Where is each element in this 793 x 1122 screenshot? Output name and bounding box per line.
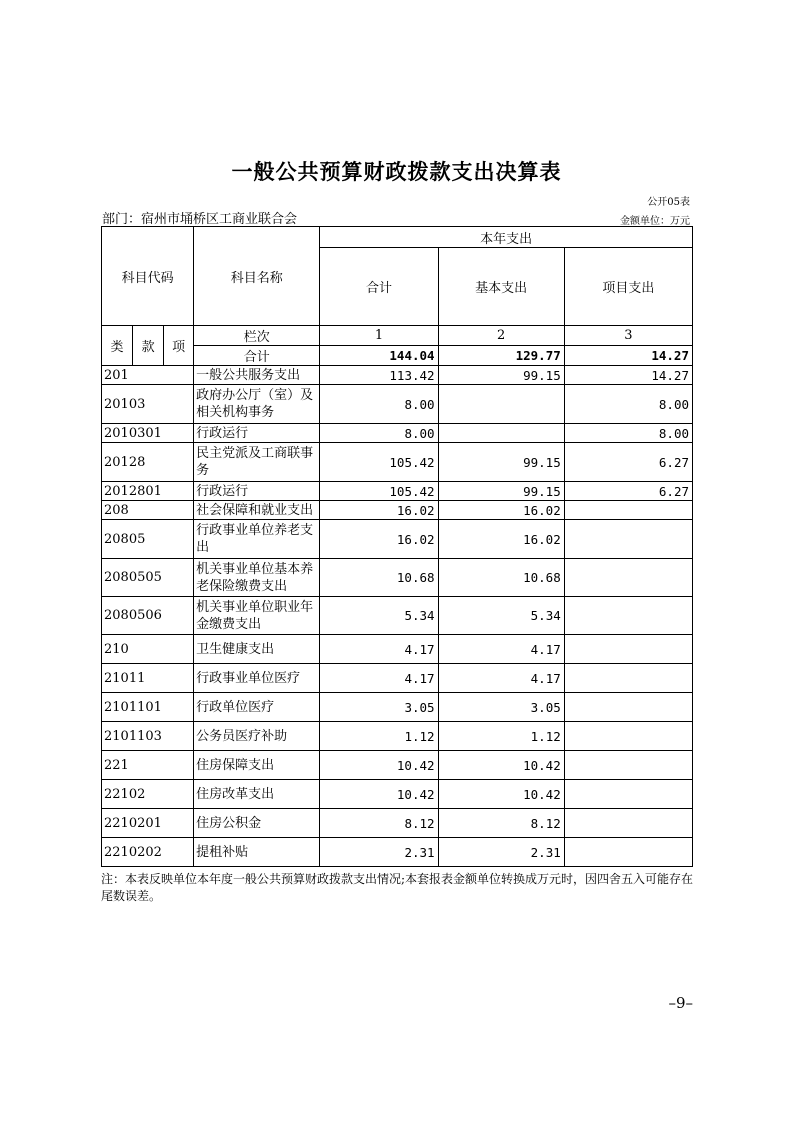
row-basic: 16.02 [438,520,564,559]
row-project: 8.00 [564,424,692,443]
row-project [564,664,692,693]
header-col2: 2 [438,326,564,346]
table-row [102,597,693,635]
row-project [564,780,692,809]
table-row [102,809,693,838]
table-row [102,559,693,597]
row-total: 10.42 [320,751,438,780]
total-row-label: 合计 [194,346,320,366]
table-row [102,838,693,867]
table-row [102,751,693,780]
row-project [564,520,692,559]
row-project [564,635,692,664]
row-total: 5.34 [320,597,438,635]
table-row [102,501,693,520]
form-number: 公开05表 [647,197,690,208]
table-row [102,424,693,443]
row-name: 住房公积金 [194,809,320,838]
row-code: 20128 [102,443,194,482]
header-code: 科目代码 [102,227,194,326]
table-row [102,780,693,809]
row-project: 6.27 [564,443,692,482]
document-title: 一般公共预算财政拨款支出决算表 [231,160,562,184]
row-code: 2012801 [102,482,194,501]
row-name: 行政单位医疗 [194,693,320,722]
row-code: 2210202 [102,838,194,867]
table-row [102,635,693,664]
row-basic: 99.15 [438,366,564,385]
table-row [102,693,693,722]
row-code: 22102 [102,780,194,809]
row-basic: 8.12 [438,809,564,838]
row-name: 机关事业单位职业年金缴费支出 [194,597,320,635]
footnote: 注：本表反映单位本年度一般公共预算财政拨款支出情况;本套报表金额单位转换成万元时，因四舍五入可能存在尾数误差。 [101,872,694,903]
header-col3: 3 [564,326,692,346]
table-row [102,722,693,751]
table-row [102,366,693,385]
row-code: 2210201 [102,809,194,838]
row-project [564,722,692,751]
row-name: 机关事业单位基本养老保险缴费支出 [194,559,320,597]
row-total: 105.42 [320,482,438,501]
unit-label: 金额单位：万元 [620,216,690,227]
row-basic: 16.02 [438,501,564,520]
row-code: 2080505 [102,559,194,597]
row-basic: 10.42 [438,751,564,780]
header-project: 项目支出 [564,248,692,326]
row-project: 8.00 [564,385,692,424]
row-total: 8.00 [320,424,438,443]
row-project [564,501,692,520]
row-total: 113.42 [320,366,438,385]
row-code: 2101103 [102,722,194,751]
row-basic: 99.15 [438,482,564,501]
row-code: 20103 [102,385,194,424]
row-total: 4.17 [320,635,438,664]
header-lei: 类 [102,326,133,366]
row-name: 行政运行 [194,424,320,443]
row-basic: 2.31 [438,838,564,867]
row-name: 行政运行 [194,482,320,501]
row-project [564,559,692,597]
row-total: 8.00 [320,385,438,424]
row-total: 8.12 [320,809,438,838]
row-basic [438,385,564,424]
row-name: 社会保障和就业支出 [194,501,320,520]
row-basic: 10.68 [438,559,564,597]
row-basic: 4.17 [438,635,564,664]
row-total: 3.05 [320,693,438,722]
row-basic: 3.05 [438,693,564,722]
row-project [564,838,692,867]
row-code: 221 [102,751,194,780]
row-project: 6.27 [564,482,692,501]
row-name: 政府办公厅（室）及相关机构事务 [194,385,320,424]
header-col1: 1 [320,326,438,346]
row-project [564,751,692,780]
table-row [102,482,693,501]
row-code: 20805 [102,520,194,559]
row-total: 16.02 [320,520,438,559]
row-basic [438,424,564,443]
row-code: 2080506 [102,597,194,635]
row-basic: 10.42 [438,780,564,809]
row-total: 4.17 [320,664,438,693]
row-basic: 4.17 [438,664,564,693]
row-basic: 99.15 [438,443,564,482]
row-code: 201 [102,366,194,385]
page-number: –9– [668,994,693,1012]
header-column-label: 栏次 [194,326,320,346]
row-code: 21011 [102,664,194,693]
row-name: 民主党派及工商联事务 [194,443,320,482]
row-total: 105.42 [320,443,438,482]
total-row-project: 14.27 [564,346,692,366]
total-row-basic: 129.77 [438,346,564,366]
row-name: 公务员医疗补助 [194,722,320,751]
row-total: 1.12 [320,722,438,751]
row-name: 提租补贴 [194,838,320,867]
row-total: 10.68 [320,559,438,597]
row-total: 10.42 [320,780,438,809]
header-name: 科目名称 [194,227,320,326]
header-xiang: 项 [164,326,194,366]
row-code: 208 [102,501,194,520]
row-basic: 5.34 [438,597,564,635]
row-project [564,693,692,722]
department-label: 部门：宿州市埇桥区工商业联合会 [102,212,298,227]
row-code: 2101101 [102,693,194,722]
table-row [102,664,693,693]
row-name: 卫生健康支出 [194,635,320,664]
row-basic: 1.12 [438,722,564,751]
row-name: 住房保障支出 [194,751,320,780]
total-row-total: 144.04 [320,346,438,366]
row-code: 2010301 [102,424,194,443]
row-total: 16.02 [320,501,438,520]
row-name: 行政事业单位养老支出 [194,520,320,559]
row-name: 行政事业单位医疗 [194,664,320,693]
row-project [564,809,692,838]
expenditure-table [101,226,693,867]
row-name: 一般公共服务支出 [194,366,320,385]
table-row [102,520,693,559]
row-name: 住房改革支出 [194,780,320,809]
header-this-year: 本年支出 [320,227,693,248]
header-total: 合计 [320,248,438,326]
header-kuan: 款 [133,326,164,366]
row-project: 14.27 [564,366,692,385]
row-code: 210 [102,635,194,664]
row-project [564,597,692,635]
table-row [102,443,693,482]
row-total: 2.31 [320,838,438,867]
table-row [102,385,693,424]
header-basic: 基本支出 [438,248,564,326]
